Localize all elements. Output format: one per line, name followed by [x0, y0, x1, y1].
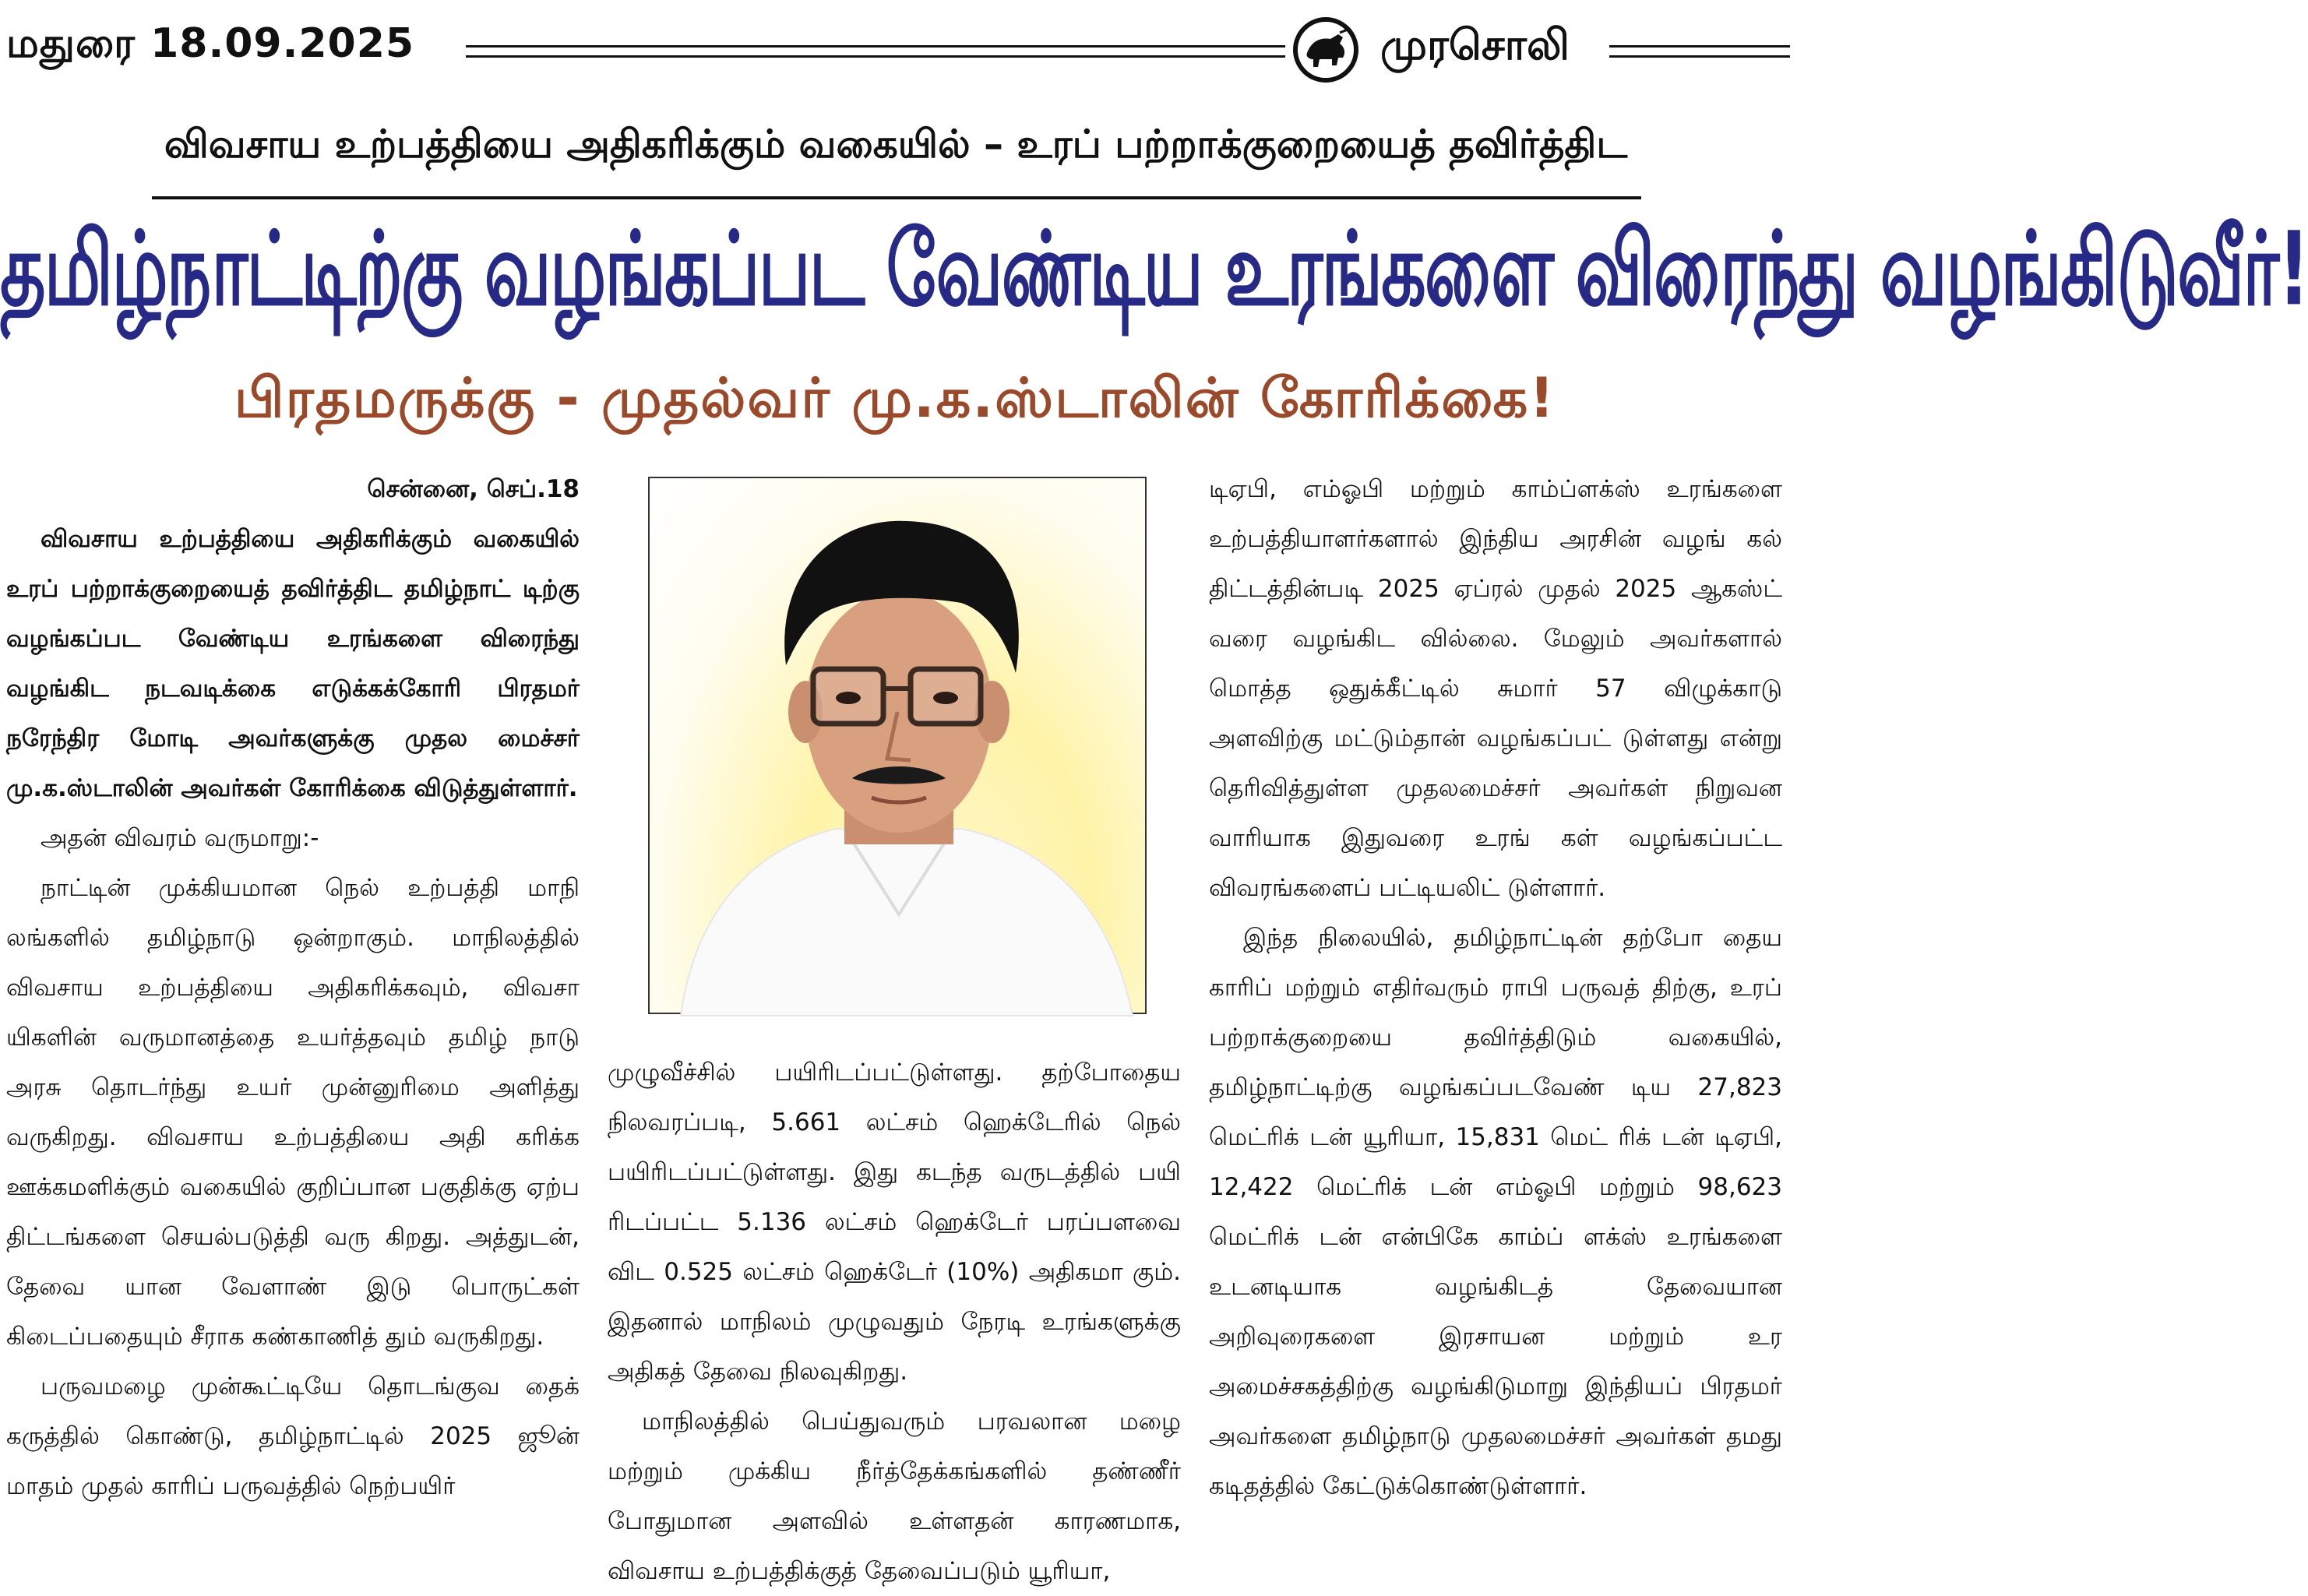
column-2	[608, 1048, 1181, 1596]
headline: தமிழ்நாட்டிற்கு வழங்கப்பட வேண்டிய உரங்களை விரைந்து வழங்கிடுவீர்!	[0, 210, 2308, 329]
subhead: பிரதமருக்கு - முதல்வர் மு.க.ஸ்டாலின் கோரிக்கை!	[234, 366, 1556, 430]
masthead-rule-left	[466, 45, 1285, 58]
column-3	[1209, 464, 1782, 1511]
masthead-rule-right	[1609, 45, 1790, 58]
kicker: விவசாய உற்பத்தியை அதிகரிக்கும் வகையில் – உரப் பற்றாக்குறையைத் தவிர்த்திட	[164, 122, 1628, 167]
lead-paragraph: விவசாய உற்பத்தியை அதிகரிக்கும் வகையில் உரப் பற்றாக்குறையைத் தவிர்த்திட தமிழ்நாட் டிற்கு வழங்கப்பட வேண்டிய உரங்களை விரைந்து வழங்கிட நடவடிக்கை எடுக்கக்கோரி பிரதமர் நரேந்திர மோடி அவர்களுக்கு முதல மைச்சர் மு.க.ஸ்டாலின் அவர்கள் கோரிக்கை விடுத்துள்ளார்.	[6, 525, 580, 802]
paragraph: டிஏபி, எம்ஓபி மற்றும் காம்ப்ளக்ஸ் உரங்களை உற்பத்தியாளர்களால் இந்திய அரசின் வழங் கல் திட்டத்தின்படி 2025 ஏப்ரல் முதல் 2025 ஆகஸ்ட் வரை வழங்கிட வில்லை. மேலும் அவர்களால் மொத்த ஒதுக்கீட்டில் சுமார் 57 விழுக்காடு அளவிற்கு மட்டும்தான் வழங்கப்பட் டுள்ளது என்று தெரிவித்துள்ள முதலமைச்சர் அவர்கள் நிறுவன வாரியாக இதுவரை உரங் கள் வழங்கப்பட்ட விவரங்களைப் பட்டியலிட் டுள்ளார்.	[1209, 475, 1782, 902]
paragraph: நாட்டின் முக்கியமான நெல் உற்பத்தி மாநி லங்களில் தமிழ்நாடு ஒன்றாகும். மாநிலத்தில் விவசாய உற்பத்தியை அதிகரிக்கவும், விவசா யிகளின் வருமானத்தை உயர்த்தவும் தமிழ் நாடு அரசு தொடர்ந்து உயர் முன்னுரிமை அளித்து வருகிறது. விவசாய உற்பத்தியை அதி கரிக்க ஊக்கமளிக்கும் வகையில் குறிப்பான பகுதிக்கு ஏற்ப திட்டங்களை செயல்படுத்தி வரு கிறது. அத்துடன், தேவை யான வேளாண் இடு பொருட்கள் கிடைப்பதையும் சீராக கண்காணித் தும் வருகிறது.	[6, 874, 580, 1351]
bull-emblem-icon	[1293, 17, 1358, 83]
column-1	[6, 464, 580, 1511]
paragraph: மாநிலத்தில் பெய்துவரும் பரவலான மழை மற்றும் முக்கிய நீர்த்தேக்கங்களில் தண்ணீர் போதுமான அளவில் உள்ளதன் காரணமாக, விவசாய உற்பத்திக்குத் தேவைப்படும் யூரியா,	[608, 1408, 1181, 1585]
kicker-underline	[152, 196, 1641, 199]
edition-date: மதுரை 18.09.2025	[6, 20, 415, 67]
dateline: சென்னை, செப்.18	[367, 475, 580, 503]
newspaper-name: முரசொலி	[1380, 20, 1570, 69]
chief-minister-photo	[648, 477, 1147, 1014]
paragraph: இந்த நிலையில், தமிழ்நாட்டின் தற்போ தைய காரிப் மற்றும் எதிர்வரும் ராபி பருவத் திற்கு, உரப் பற்றாக்குறையை தவிர்த்திடும் வகையில், தமிழ்நாட்டிற்கு வழங்கப்படவேண் டிய 27,823 மெட்ரிக் டன் யூரியா, 15,831 மெட் ரிக் டன் டிஏபி, 12,422 மெட்ரிக் டன் எம்ஓபி மற்றும் 98,623 மெட்ரிக் டன் என்பிகே காம்ப் ளக்ஸ் உரங்களை உடனடியாக வழங்கிடத் தேவையான அறிவுரைகளை இரசாயன மற்றும் உர அமைச்சகத்திற்கு வழங்கிடுமாறு இந்தியப் பிரதமர் அவர்களை தமிழ்நாடு முதலமைச்சர் அவர்கள் தமது கடிதத்தில் கேட்டுக்கொண்டுள்ளார்.	[1209, 924, 1782, 1500]
paragraph: முழுவீச்சில் பயிரிடப்பட்டுள்ளது. தற்போதைய நிலவரப்படி, 5.661 லட்சம் ஹெக்டேரில் நெல் பயிரிடப்பட்டுள்ளது. இது கடந்த வருடத்தில் பயி ரிடப்பட்ட 5.136 லட்சம் ஹெக்டேர் பரப்பளவை விட 0.525 லட்சம் ஹெக்டேர் (10%) அதிகமா கும். இதனால் மாநிலம் முழுவதும் நேரடி உரங்களுக்கு அதிகத் தேவை நிலவுகிறது.	[608, 1059, 1181, 1386]
masthead	[0, 0, 1790, 98]
paragraph: பருவமழை முன்கூட்டியே தொடங்குவ தைக் கருத்தில் கொண்டு, தமிழ்நாட்டில் 2025 ஜூன் மாதம் முதல் காரிப் பருவத்தில் நெற்பயிர்	[6, 1372, 580, 1500]
intro-line: அதன் விவரம் வருமாறு:-	[41, 824, 319, 852]
